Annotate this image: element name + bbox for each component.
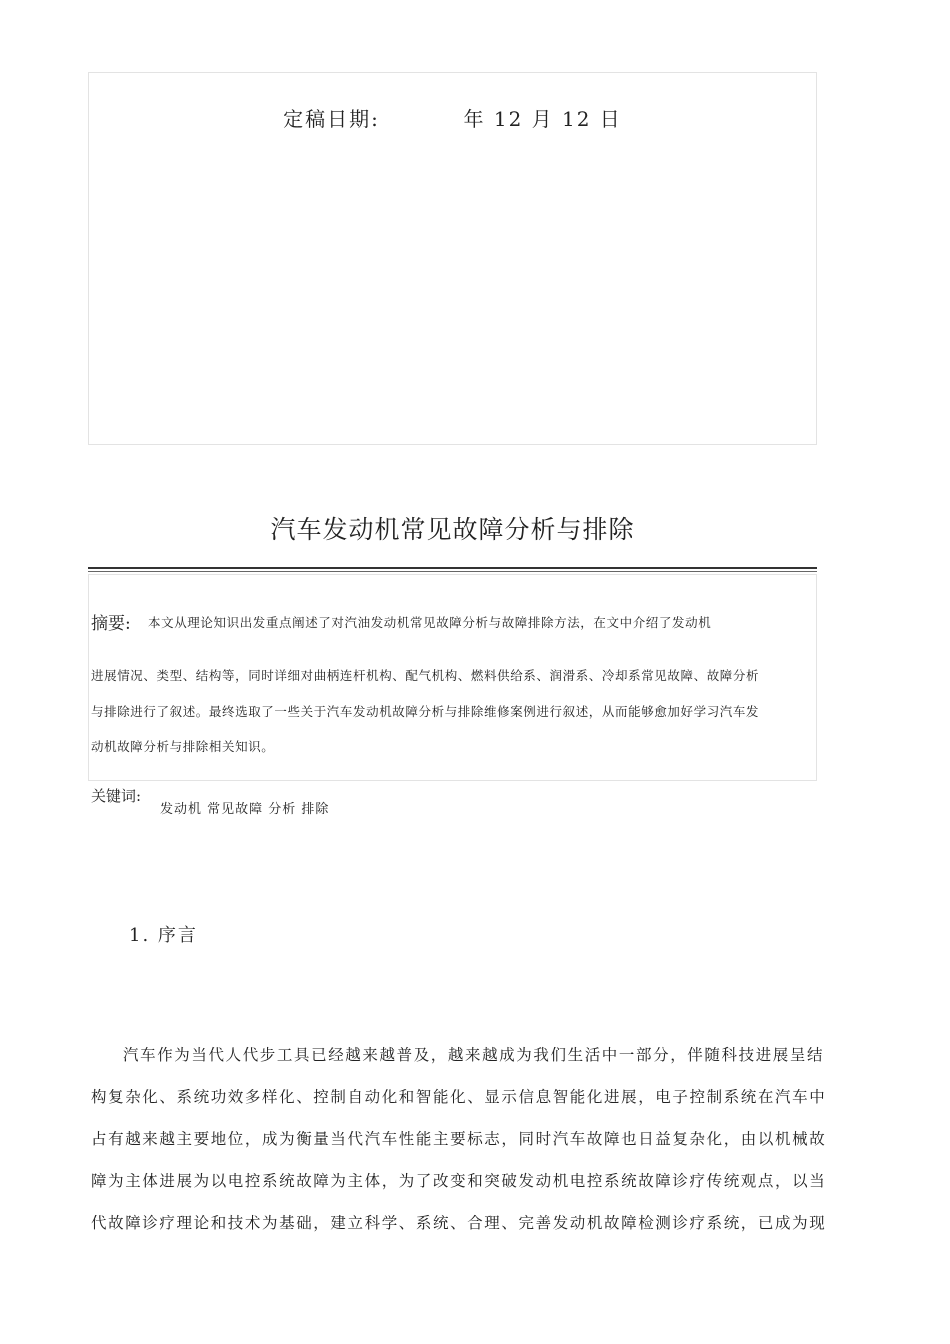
paragraph-line: 代故障诊疗理论和技术为基础，建立科学、系统、合理、完善发动机故障检测诊疗系统，已成为现 — [91, 1214, 827, 1232]
finalized-date: 定稿日期: 年 12 月 12 日 — [283, 107, 622, 131]
abstract-line: 动机故障分析与排除相关知识。 — [91, 739, 275, 754]
abstract-line: 本文从理论知识出发重点阐述了对汽油发动机常见故障分析与故障排除方法，在文中介绍了发动机 — [148, 615, 712, 630]
abstract-line: 进展情况、类型、结构等，同时详细对曲柄连杆机构、配气机构、燃料供给系、润滑系、冷却系常见故障、故障分析 — [91, 668, 760, 683]
abstract-label: 摘要: — [91, 614, 131, 634]
title-rule-thin — [88, 571, 817, 572]
paragraph-line: 障为主体进展为以电控系统故障为主体，为了改变和突破发动机电控系统故障诊疗传统观点，以当 — [91, 1172, 827, 1190]
section-heading: 1. 序言 — [129, 925, 198, 946]
title-rule-thick — [88, 567, 817, 569]
paragraph-line: 占有越来越主要地位，成为衡量当代汽车性能主要标志，同时汽车故障也日益复杂化，由以机械故 — [91, 1130, 827, 1148]
keywords-label: 关键词: — [91, 787, 142, 805]
document-title: 汽车发动机常见故障分析与排除 — [270, 515, 635, 544]
keywords-text: 发动机 常见故障 分析 排除 — [160, 802, 330, 817]
paragraph-line: 汽车作为当代人代步工具已经越来越普及，越来越成为我们生活中一部分，伴随科技进展呈结 — [123, 1046, 825, 1064]
abstract-line: 与排除进行了叙述。最终选取了一些关于汽车发动机故障分析与排除维修案例进行叙述，从而能够愈加好学习汽车发 — [91, 704, 760, 719]
paragraph-line: 构复杂化、系统功效多样化、控制自动化和智能化、显示信息智能化进展，电子控制系统在汽车中 — [91, 1088, 827, 1106]
header-box — [88, 72, 817, 445]
